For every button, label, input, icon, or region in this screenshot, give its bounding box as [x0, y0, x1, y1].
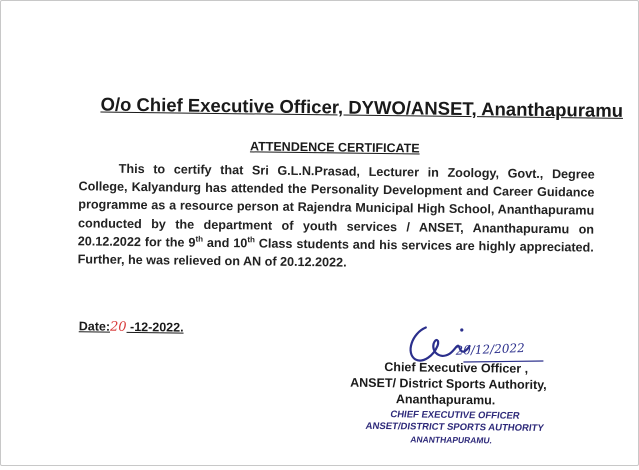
- superscript-th-2: th: [247, 234, 255, 245]
- handwritten-date: 20/12/2022: [455, 340, 525, 358]
- stamp-line-1: CHIEF EXECUTIVE OFFICER: [389, 409, 521, 422]
- body-text-part1: This to certify that Sri G.L.N.Prasad, Lecturer in Zoology, Govt., Degree College, Kalyandurg has attended the Personality Development and Career Guidance programme as a resource person at Rajendra Municipal High School, Ananthapuramu conducted by the department of youth services / ANSET, Ananthapuramu on 20.12.2022 for the 9: [77, 161, 595, 250]
- certificate-title: ATTENDENCE CERTIFICATE: [249, 139, 420, 156]
- signature-dot: [460, 328, 463, 331]
- signatory-organization: ANSET/ District Sports Authority,: [350, 375, 547, 393]
- superscript-th-1: th: [195, 234, 204, 244]
- certificate-body: [78, 159, 595, 275]
- body-text-part3: Class students and his services are highly appreciated. Further, he was relieved on AN of 20.12.2022.: [77, 236, 594, 270]
- office-title: O/o Chief Executive Officer, DYWO/ANSET, Ananthapuramu: [100, 93, 624, 121]
- date-line: [79, 319, 184, 335]
- signatory-place: Ananthapuramu.: [395, 392, 496, 408]
- stamp-line-3: ANANTHAPURAMU.: [409, 434, 493, 446]
- stamp-line-2: ANSET/DISTRICT SPORTS AUTHORITY: [364, 420, 545, 434]
- body-text-part2: and 10: [202, 235, 248, 251]
- handwritten-day: 20: [109, 319, 127, 335]
- official-stamp: [363, 409, 543, 447]
- date-label: Date:: [78, 319, 111, 334]
- signatory-block: [350, 359, 561, 410]
- date-rest: -12-2022.: [126, 319, 184, 335]
- signatory-title: Chief Executive Officer ,: [384, 360, 529, 376]
